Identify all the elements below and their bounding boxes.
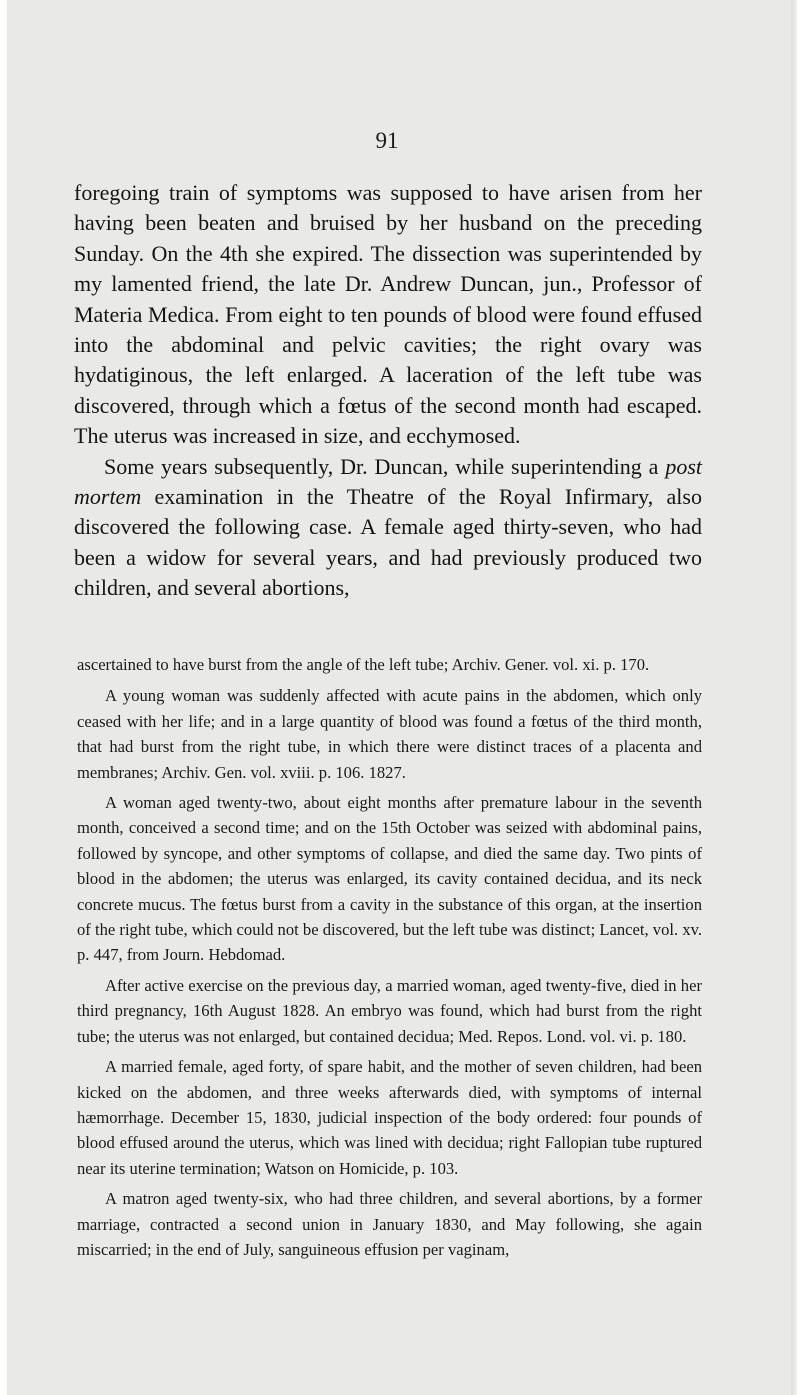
paragraph-duncan-case bbox=[74, 452, 702, 604]
footnotes bbox=[77, 652, 702, 1267]
page-edge bbox=[791, 0, 797, 1395]
paragraph-text: Some years subsequently, Dr. Duncan, while superintending a bbox=[104, 453, 666, 479]
page-number: 91 bbox=[375, 128, 399, 153]
footnote-case: A woman aged twenty-two, about eight months after premature labour in the seventh month, conceived a second time; and on the 15th October was seized with abdominal pains, followed by syncope, and other symptoms of collapse, and died the same day. Two pints of blood in the abdomen; the uterus was enlarged, its cavity contained decidua, and its neck concrete mucus. The fœtus burst from a cavity in the substance of this organ, at the insertion of the right tube, which could not be discovered, but the left tube was distinct; Lancet, vol. xv. p. 447, from Journ. Hebdomad. bbox=[77, 793, 702, 965]
italic-phrase: post mortem bbox=[74, 453, 702, 510]
main-text bbox=[74, 178, 702, 604]
footnote-continued: ascertained to have burst from the angle of the left tube; Archiv. Gener. vol. xi. p. 170. bbox=[77, 655, 650, 674]
footnote-case: After active exercise on the previous day, a married woman, aged twenty-five, died in her third pregnancy, 16th August 1828. An embryo was found, which had burst from the right tube; the uterus was not enlarged, but contained decidua; Med. Repos. Lond. vol. vi. p. 180. bbox=[77, 975, 702, 1046]
book-page bbox=[7, 0, 797, 1395]
footnote-case: A young woman was suddenly affected with acute pains in the abdomen, which only ceased with her life; and in a large quantity of blood was found a fœtus of the third month, that had burst from the right tube, in which there were distinct traces of a placenta and membranes; Archiv. Gen. vol. xviii. p. 106. 1827. bbox=[77, 686, 702, 782]
paragraph-text: examination in the Theatre of the Royal Infirmary, also discovered the following case. A female aged thirty-seven, who had been a widow for several years, and had previously produced two children, and several abortions, bbox=[74, 484, 702, 601]
footnote-case: A married female, aged forty, of spare habit, and the mother of seven children, had been kicked on the abdomen, and three weeks afterwards died, with symptoms of internal hæmorrhage. December 15, 1830, judicial inspection of the body ordered: four pounds of blood effused around the uterus, which was lined with decidua; right Fallopian tube ruptured near its uterine termination; Watson on Homicide, p. 103. bbox=[77, 1057, 702, 1178]
footnote-case: A matron aged twenty-six, who had three children, and several abortions, by a former marriage, contracted a second union in January 1830, and May following, she again miscarried; in the end of July, sanguineous effusion per vaginam, bbox=[77, 1189, 702, 1259]
paragraph-continued: foregoing train of symptoms was supposed to have arisen from her having been beaten and bruised by her husband on the preceding Sunday. On the 4th she expired. The dissection was superintended by my lamented friend, the late Dr. Andrew Duncan, jun., Professor of Materia Medica. From eight to ten pounds of blood were found effused into the abdominal and pelvic cavities; the right ovary was hydatiginous, the left enlarged. A laceration of the left tube was discovered, through which a fœtus of the second month had escaped. The uterus was increased in size, and ecchymosed. bbox=[74, 180, 702, 449]
